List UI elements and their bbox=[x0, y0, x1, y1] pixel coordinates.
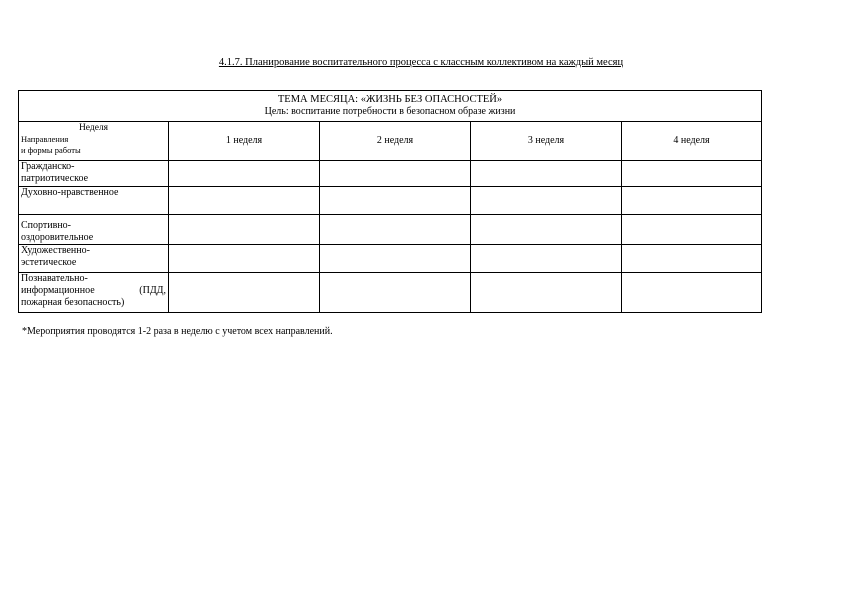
week-1-header: 1 неделя bbox=[169, 122, 320, 161]
table-cell bbox=[320, 215, 471, 245]
table-row-cognitive bbox=[19, 273, 762, 313]
table-cell bbox=[622, 187, 762, 215]
table-cell bbox=[320, 273, 471, 313]
table-cell bbox=[169, 215, 320, 245]
table-cell bbox=[622, 245, 762, 273]
corner-direction-label: Направления bbox=[21, 134, 69, 144]
table-row-art bbox=[19, 245, 762, 273]
table-cell bbox=[471, 187, 622, 215]
table-cell bbox=[471, 161, 622, 187]
week-2-header: 2 неделя bbox=[320, 122, 471, 161]
row-label-line: Познавательно- bbox=[21, 273, 88, 284]
row-label-line bbox=[21, 285, 166, 297]
table-cell bbox=[320, 161, 471, 187]
row-label-line: Спортивно- bbox=[21, 220, 72, 231]
table-cell bbox=[622, 161, 762, 187]
footnote: *Мероприятия проводятся 1-2 раза в неделю с учетом всех направлений. bbox=[22, 326, 333, 337]
table-row-sport bbox=[19, 215, 762, 245]
row-label-sport bbox=[19, 215, 169, 245]
topic-cell bbox=[19, 91, 762, 122]
table-row-civic bbox=[19, 161, 762, 187]
row-label-line: пожарная безопасность) bbox=[21, 297, 125, 308]
table-cell bbox=[622, 215, 762, 245]
row-label-line: патриотическое bbox=[21, 173, 89, 184]
table-cell bbox=[471, 273, 622, 313]
month-topic-title: ТЕМА МЕСЯЦА: «ЖИЗНЬ БЕЗ ОПАСНОСТЕЙ» bbox=[277, 94, 503, 105]
table-cell bbox=[471, 245, 622, 273]
row-label-cognitive bbox=[19, 273, 169, 313]
row-label-line: Духовно-нравственное bbox=[21, 187, 119, 198]
row-label-line: эстетическое bbox=[21, 257, 77, 268]
corner-forms-label: и формы работы bbox=[21, 145, 81, 155]
corner-week-label: Неделя bbox=[78, 123, 109, 133]
monthly-plan-table bbox=[18, 90, 762, 313]
table-cell bbox=[169, 245, 320, 273]
table-cell bbox=[622, 273, 762, 313]
table-cell bbox=[169, 273, 320, 313]
header-row bbox=[19, 122, 762, 161]
row-label-part: (ПДД, bbox=[139, 285, 166, 296]
section-heading: 4.1.7. Планирование воспитательного процесса с классным коллективом на каждый месяц bbox=[218, 57, 624, 68]
table-cell bbox=[169, 187, 320, 215]
week-4-header: 4 неделя bbox=[622, 122, 762, 161]
row-label-civic bbox=[19, 161, 169, 187]
row-label-part: информационное bbox=[21, 285, 95, 296]
table-cell bbox=[471, 215, 622, 245]
table-cell bbox=[320, 245, 471, 273]
table-cell bbox=[169, 161, 320, 187]
row-label-art bbox=[19, 245, 169, 273]
table-cell bbox=[320, 187, 471, 215]
corner-header-cell bbox=[19, 122, 169, 161]
row-label-line: Гражданско- bbox=[21, 161, 75, 172]
week-3-header: 3 неделя bbox=[471, 122, 622, 161]
row-label-line: оздоровительное bbox=[21, 232, 94, 243]
topic-row bbox=[19, 91, 762, 122]
month-topic-goal: Цель: воспитание потребности в безопасном образе жизни bbox=[264, 106, 516, 117]
row-label-line: Художественно- bbox=[21, 245, 90, 256]
table-row-spiritual bbox=[19, 187, 762, 215]
row-label-spiritual bbox=[19, 187, 169, 215]
